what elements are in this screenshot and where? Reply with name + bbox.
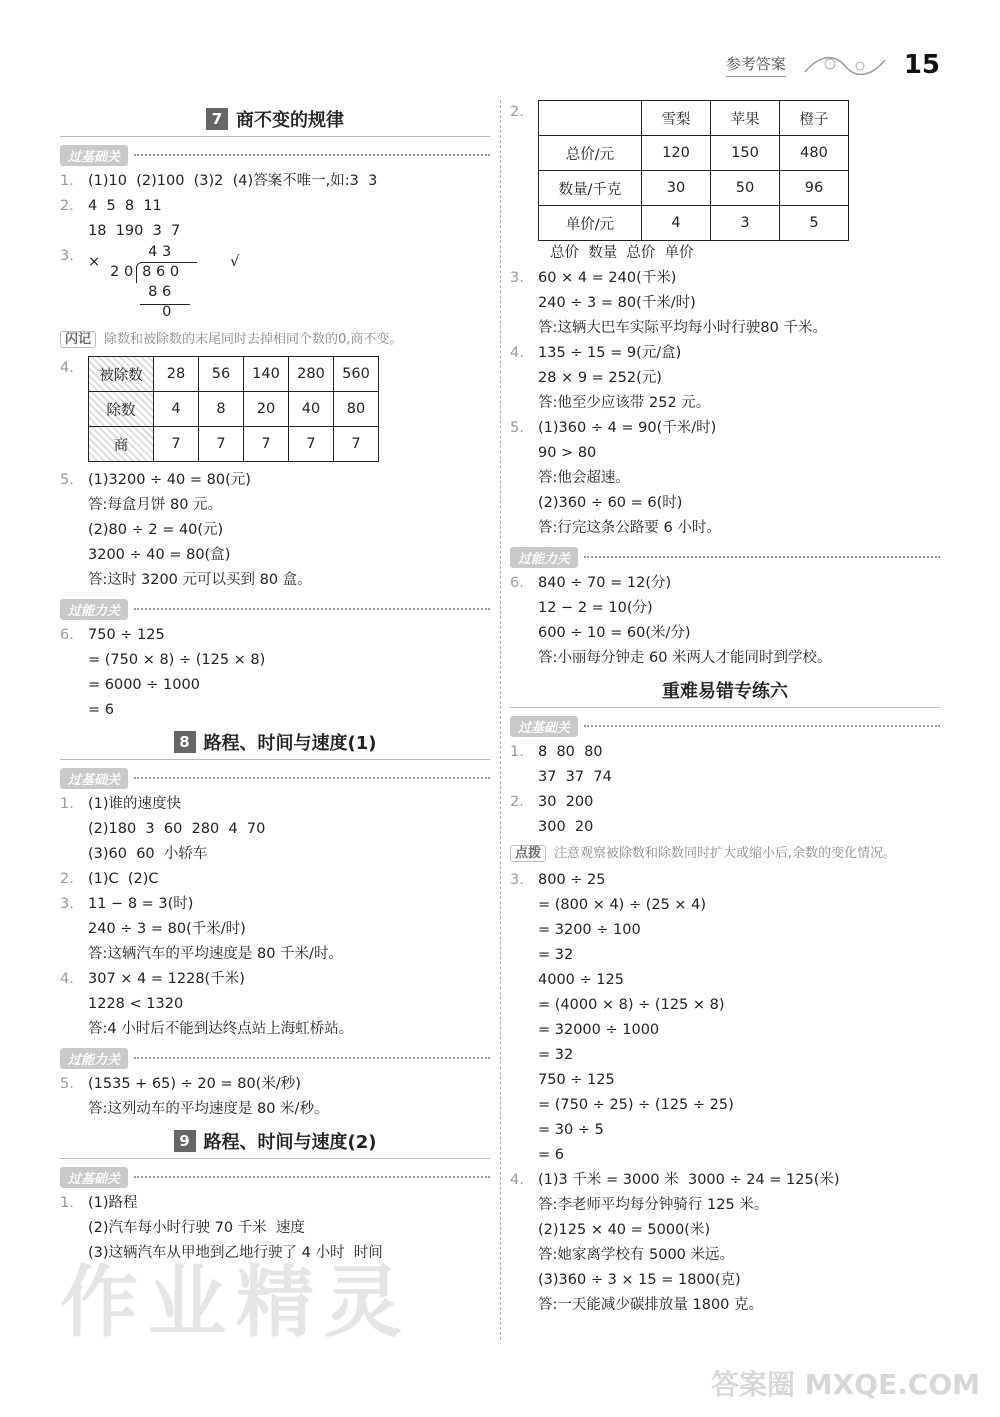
answer-line: = 32 — [538, 947, 574, 963]
answer-line: 18 190 3 7 — [88, 223, 181, 239]
answer-line: 5. (1535 + 65) ÷ 20 = 80(米/秒) — [60, 1076, 301, 1092]
answer-line: 答:这列动车的平均速度是 80 米/秒。 — [88, 1101, 329, 1117]
section-7-title — [60, 106, 490, 137]
section-8-title — [60, 729, 490, 760]
tag-label: 过基础关 — [60, 145, 128, 166]
answer-line: 1. 8 80 80 — [510, 744, 603, 760]
ability-tag — [60, 1048, 490, 1068]
answer-line: = (750 ÷ 25) ÷ (125 ÷ 25) — [538, 1097, 734, 1113]
answer-line: 90 > 80 — [538, 445, 597, 461]
answer-line: = (4000 × 8) ÷ (125 × 8) — [538, 997, 725, 1013]
long-division: 4 3 2 0 8 6 0 8 6 0 — [110, 244, 230, 326]
answer-line: = 6 — [88, 702, 114, 718]
answer-line: = 32 — [538, 1047, 574, 1063]
answer-line: (3)60 60 小轿车 — [88, 846, 208, 862]
tip-note: 点拨 注意观察被除数和除数同时扩大或缩小后,余数的变化情况。 — [510, 842, 940, 866]
site-watermark: 答案圈 MXQE.COM — [711, 1368, 980, 1401]
tag-label: 过基础关 — [60, 768, 128, 789]
answer-line: (2)125 × 40 = 5000(米) — [538, 1222, 711, 1238]
answer-line: 240 ÷ 3 = 80(千米/时) — [538, 295, 696, 311]
section-number: 7 — [206, 108, 228, 130]
answer-line: 3. 800 ÷ 25 — [510, 872, 606, 888]
answer-line: 3. 60 × 4 = 240(千米) — [510, 270, 677, 286]
answer-line: (3)360 ÷ 3 × 15 = 1800(克) — [538, 1272, 741, 1288]
ability-tag — [510, 547, 940, 567]
tag-label: 过能力关 — [510, 547, 578, 568]
page-number: 15 — [903, 50, 940, 80]
left-column — [60, 100, 490, 1266]
tag-label: 过基础关 — [60, 1167, 128, 1188]
answer-line: = 6 — [538, 1147, 564, 1163]
answer-line: 1. (1)路程 — [60, 1195, 138, 1211]
answer-line: (2)360 ÷ 60 = 6(时) — [538, 495, 683, 511]
tag-label: 过能力关 — [60, 1048, 128, 1069]
division-table: 被除数 28 56 140 280 560 除数 4 8 20 40 80 商 7 7 7 7 7 — [88, 356, 379, 462]
answer-line: 5. (1)360 ÷ 4 = 90(千米/时) — [510, 420, 717, 436]
answer-line: (3)这辆汽车从甲地到乙地行驶了 4 小时 时间 — [88, 1245, 383, 1261]
answer-line: = 30 ÷ 5 — [538, 1122, 604, 1138]
check-mark: √ — [230, 254, 240, 270]
special-practice-title — [510, 677, 940, 708]
section-title-text: 商不变的规律 — [236, 110, 344, 131]
answer-line: 600 ÷ 10 = 60(米/分) — [538, 625, 691, 641]
answer-line: 2. (1)C (2)C — [60, 871, 159, 887]
answer-line: 37 37 74 — [538, 769, 612, 785]
basic-tag — [60, 768, 490, 788]
section-number: 8 — [174, 731, 196, 753]
answer-line: (2)180 3 60 280 4 70 — [88, 821, 266, 837]
section-9-title — [60, 1128, 490, 1159]
answer-line: 答:每盒月饼 80 元。 — [88, 497, 223, 513]
table-caption: 总价 数量 总价 单价 — [550, 245, 694, 261]
answer-line: 5. (1)3200 ÷ 40 = 80(元) — [60, 472, 251, 488]
basic-tag — [60, 1167, 490, 1187]
section-title-text: 路程、时间与速度(2) — [203, 1132, 377, 1153]
price-table: 雪梨 苹果 橙子 总价/元 120 150 480 数量/千克 30 50 96 单价/元 4 3 5 — [538, 100, 849, 241]
answer-line: 答:一天能减少碳排放量 1800 克。 — [538, 1297, 764, 1313]
answer-line: (2)80 ÷ 2 = 40(元) — [88, 522, 224, 538]
answer-line: 答:这辆大巴车实际平均每小时行驶80 千米。 — [538, 320, 827, 336]
tag-label: 过能力关 — [60, 599, 128, 620]
reference-answers-label: 参考答案 — [726, 53, 786, 77]
answer-line: 3200 ÷ 40 = 80(盒) — [88, 547, 231, 563]
answer-line: 28 × 9 = 252(元) — [538, 370, 662, 386]
answer-line: 答:她家离学校有 5000 米远。 — [538, 1247, 735, 1263]
answer-line: 答:4 小时后不能到达终点站上海虹桥站。 — [88, 1021, 354, 1037]
answer-line: 240 ÷ 3 = 80(千米/时) — [88, 921, 246, 937]
answer-line: 答:这时 3200 元可以买到 80 盒。 — [88, 572, 312, 588]
column-divider — [500, 100, 501, 1340]
ability-tag — [60, 599, 490, 619]
answer-line: 答:他至少应该带 252 元。 — [538, 395, 711, 411]
answer-line: 1. (1)10 (2)100 (3)2 (4)答案不唯一,如:3 3 — [60, 173, 378, 189]
answer-line: 4. (1)3 千米 = 3000 米 3000 ÷ 24 = 125(米) — [510, 1172, 840, 1188]
answer-line: 2. 30 200 — [510, 794, 594, 810]
answer-line: 1. (1)谁的速度快 — [60, 796, 182, 812]
answer-line: 答:这辆汽车的平均速度是 80 千米/时。 — [88, 946, 343, 962]
answer-line: 4. 135 ÷ 15 = 9(元/盒) — [510, 345, 682, 361]
answer-line: 4000 ÷ 125 — [538, 972, 624, 988]
right-column — [510, 100, 940, 1318]
answer-line: 300 20 — [538, 819, 594, 835]
answer-line: 2. 4 5 8 11 — [60, 198, 162, 214]
basic-tag — [510, 716, 940, 736]
decorative-swirl-icon — [800, 52, 890, 78]
answer-line: 12 − 2 = 10(分) — [538, 600, 653, 616]
answer-line: = 6000 ÷ 1000 — [88, 677, 200, 693]
answer-line: 答:李老师平均每分钟骑行 125 米。 — [538, 1197, 769, 1213]
page-header — [726, 50, 940, 80]
cross-mark: × — [88, 254, 101, 270]
answer-line: 3. 11 − 8 = 3(时) — [60, 896, 194, 912]
tag-label: 过基础关 — [510, 716, 578, 737]
q4-block: 4. 被除数 28 56 140 280 560 除数 4 8 20 40 80 商 7 7 7 7 7 — [60, 356, 490, 462]
section-title-text: 路程、时间与速度(1) — [203, 733, 377, 754]
long-division-answer: 3. × 4 3 2 0 8 6 0 8 6 0 √ — [60, 244, 490, 326]
answer-line: = 32000 ÷ 1000 — [538, 1022, 660, 1038]
answer-line: 1228 < 1320 — [88, 996, 184, 1012]
answer-line: 750 ÷ 125 — [538, 1072, 615, 1088]
section-title-text: 重难易错专练六 — [662, 681, 788, 702]
memory-note: 闪记 除数和被除数的末尾同时去掉相同个数的0,商不变。 — [60, 328, 490, 352]
section-number: 9 — [174, 1130, 196, 1152]
q2-block: 2. 雪梨 苹果 橙子 总价/元 120 150 480 数量/千克 30 50 96 单价/元 4 3 5 — [510, 100, 940, 241]
answer-line: (2)汽车每小时行驶 70 千米 速度 — [88, 1220, 305, 1236]
answer-line: = (750 × 8) ÷ (125 × 8) — [88, 652, 266, 668]
answer-line: 6. 750 ÷ 125 — [60, 627, 165, 643]
answer-line: 4. 307 × 4 = 1228(千米) — [60, 971, 245, 987]
answer-line: = (800 × 4) ÷ (25 × 4) — [538, 897, 707, 913]
answer-line: 6. 840 ÷ 70 = 12(分) — [510, 575, 672, 591]
answer-line: 答:他会超速。 — [538, 470, 630, 486]
basic-tag — [60, 145, 490, 165]
answer-line: = 3200 ÷ 100 — [538, 922, 641, 938]
answer-line: 答:行完这条公路要 6 小时。 — [538, 520, 721, 536]
watermark-text: 作业精灵 — [60, 1258, 413, 1348]
answer-line: 答:小丽每分钟走 60 米两人才能同时到学校。 — [538, 650, 832, 666]
